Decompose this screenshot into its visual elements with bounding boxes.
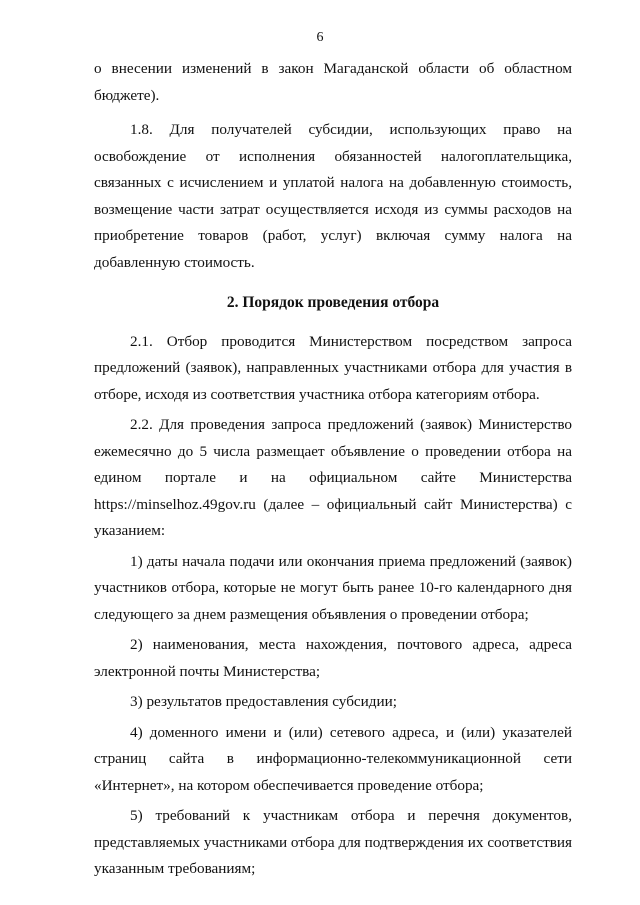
- list-item-3: 3) результатов предоставления субсидии;: [130, 693, 397, 710]
- paragraph-2-1: 2.1. Отбор проводится Министерством посредством запроса предложений (заявок), направленных участниками отбора для участия в отборе, исходя из соответствия участника отбора категориям отбора.: [94, 332, 572, 403]
- list-item-4: 4) доменного имени и (или) сетевого адреса, и (или) указателей страниц сайта в информационно-телекоммуникационной сети «Интернет», на котором обеспечивается проведение отбора;: [94, 723, 572, 794]
- paragraph-intro: о внесении изменений в закон Магаданской области об областном бюджете).: [94, 60, 572, 104]
- document-body: [94, 56, 572, 887]
- paragraph-1-8: 1.8. Для получателей субсидии, использующих право на освобождение от исполнения обязанностей налогоплательщика, связанных с исчислением и уплатой налога на добавленную стоимость, возмещение части затрат осуществляется исходя из суммы расходов на приобретение товаров (работ, услуг) включая сумму налога на добавленную стоимость.: [94, 121, 572, 271]
- list-item-2: 2) наименования, места нахождения, почтового адреса, адреса электронной почты Министерства;: [94, 636, 572, 680]
- list-item-5: 5) требований к участникам отбора и перечня документов, представляемых участниками отбора для подтверждения их соответствия указанным требованиям;: [94, 807, 572, 877]
- paragraph-2-2: 2.2. Для проведения запроса предложений (заявок) Министерство ежемесячно до 5 числа размещает объявление о проведении отбора на едином портале и на официальном сайте Министерства https://minselhoz.49gov.ru (далее – официальный сайт Министерства) с указанием:: [94, 416, 572, 539]
- section-heading: 2. Порядок проведения отбора: [226, 294, 440, 311]
- list-item-1: 1) даты начала подачи или окончания приема предложений (заявок) участников отбора, которые не могут быть ранее 10-го календарного дня следующего за днем размещения объявления о проведении отбора;: [94, 552, 572, 623]
- page-number: 6: [316, 30, 324, 45]
